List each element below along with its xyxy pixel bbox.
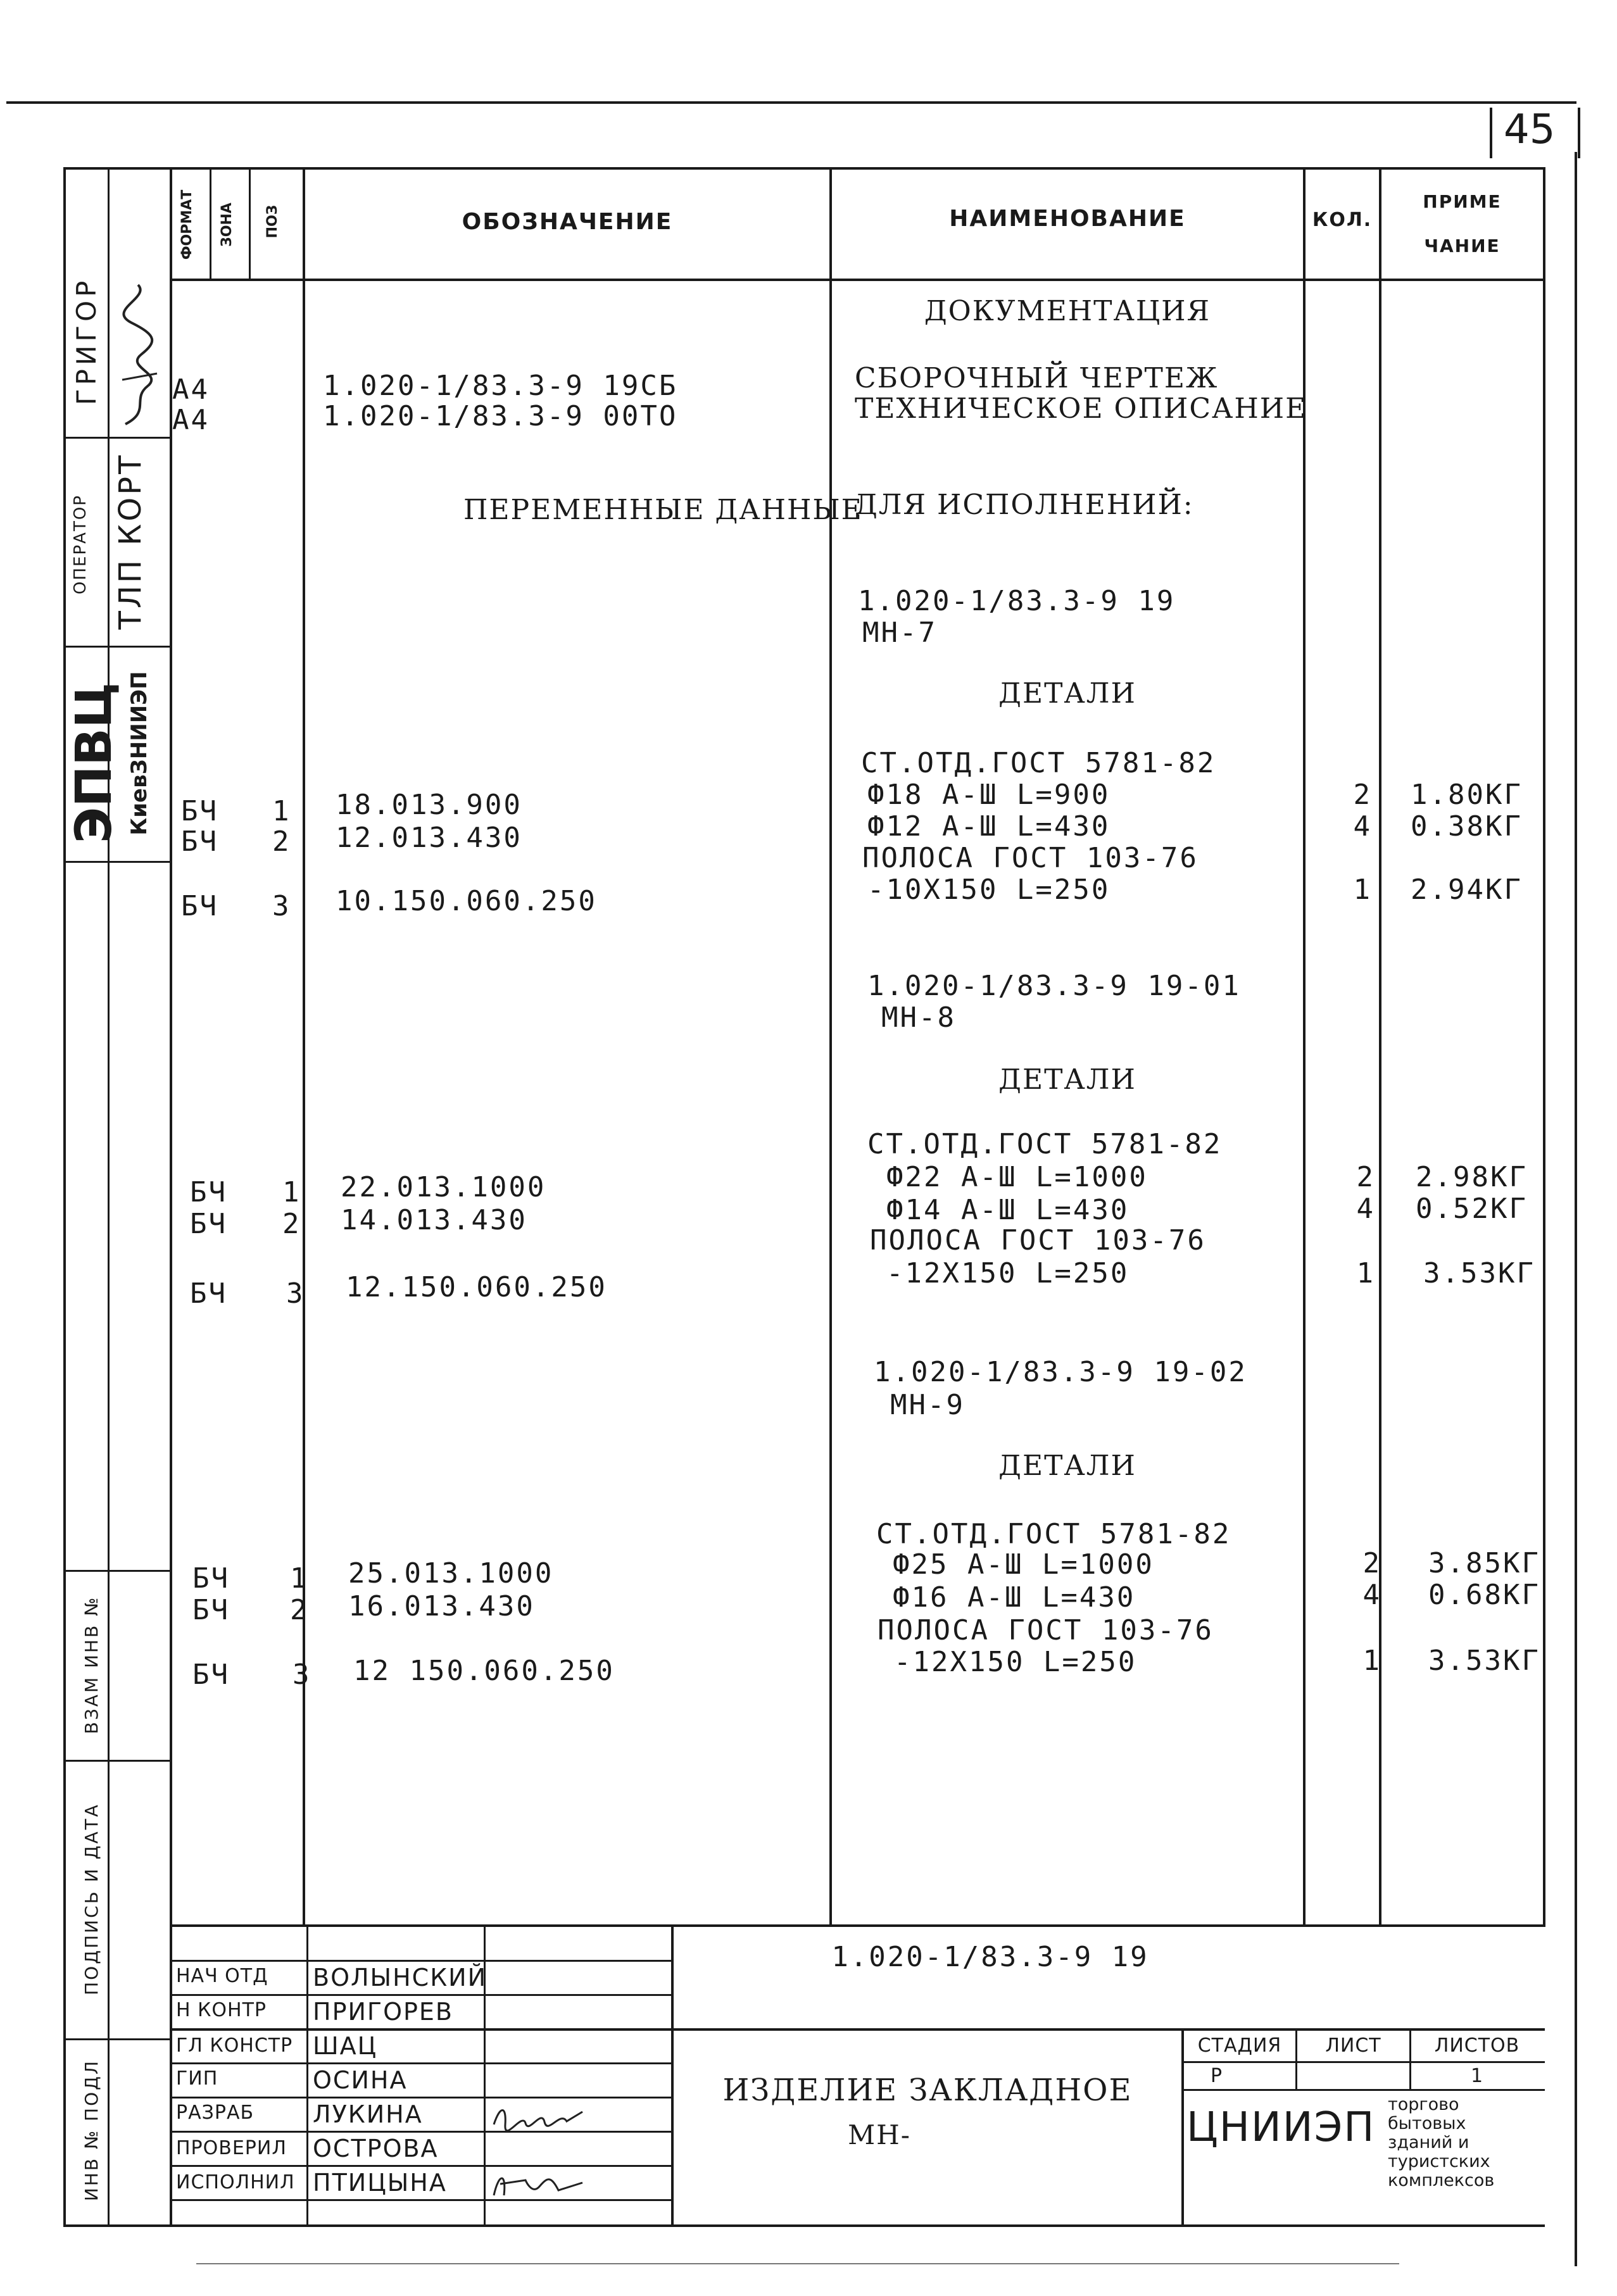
title-doc-code: 1.020-1/83.3-9 19: [831, 1941, 1149, 1973]
header-format: ФОРМАТ: [179, 189, 195, 260]
signer-name: ЛУКИНА: [313, 2100, 423, 2128]
row-format: А4: [172, 373, 210, 406]
variant-label: МН-7: [862, 617, 937, 649]
row-note: 2.98КГ: [1416, 1161, 1528, 1193]
row-qty: 1: [1362, 1645, 1381, 1677]
signer-name: ПРИГОРЕВ: [313, 1998, 453, 2026]
row-qty: 1: [1356, 1257, 1375, 1289]
row-name: ПОЛОСА ГОСТ 103-76: [878, 1614, 1214, 1647]
stamp-org-epvc: ЭПВЦ: [66, 682, 123, 844]
row-qty: 1: [1353, 874, 1372, 906]
variable-data-heading: ПЕРЕМЕННЫЕ ДАННЫЕ: [463, 494, 863, 526]
row-note: 1.80КГ: [1411, 779, 1523, 811]
signer-role: ИСПОЛНИЛ: [176, 2171, 295, 2193]
signature-ispolnil: [488, 2167, 589, 2202]
section-heading-details: ДЕТАЛИ: [998, 677, 1136, 710]
row-name: Ф18 А-Ш L=900: [867, 779, 1111, 811]
row-name: ТЕХНИЧЕСКОЕ ОПИСАНИЕ: [855, 392, 1307, 425]
row-name: -12Х150 L=250: [886, 1257, 1129, 1289]
stamp-name-grigor: ГРИГОР: [71, 277, 102, 405]
signer-role: РАЗРАБ: [176, 2102, 255, 2124]
stamp-signature-mark: [113, 272, 170, 430]
row-pos: 3: [286, 1277, 305, 1310]
signer-name: ОСТРОВА: [313, 2135, 439, 2162]
sheets-value: 1: [1470, 2065, 1484, 2087]
row-pos: 2: [290, 1594, 309, 1626]
sheets-label: ЛИСТОВ: [1434, 2035, 1520, 2057]
header-zone: ЗОНА: [219, 203, 235, 247]
row-note: 3.85КГ: [1428, 1547, 1540, 1579]
variant-label: МН-9: [890, 1389, 965, 1421]
row-format: БЧ: [190, 1208, 227, 1240]
header-note-line2: ЧАНИЕ: [1424, 235, 1501, 256]
row-qty: 4: [1353, 810, 1372, 843]
row-pos: 3: [272, 890, 291, 922]
row-qty: 2: [1356, 1161, 1375, 1193]
product-name-line2: МН-: [848, 2119, 911, 2150]
row-format: БЧ: [192, 1594, 230, 1626]
signer-role: Н КОНТР: [176, 1999, 267, 2021]
row-pos: 2: [272, 825, 291, 858]
row-qty: 2: [1353, 779, 1372, 811]
signer-role: НАЧ ОТД: [176, 1965, 268, 1987]
variant-label: МН-8: [881, 1001, 956, 1034]
row-name: СТ.ОТД.ГОСТ 5781-82: [876, 1518, 1231, 1550]
org-line: бытовых: [1388, 2114, 1466, 2133]
row-format: А4: [172, 404, 210, 436]
row-format: БЧ: [181, 795, 218, 827]
row-note: 0.68КГ: [1428, 1579, 1540, 1611]
row-qty: 4: [1362, 1579, 1381, 1611]
org-line: туристских: [1388, 2152, 1490, 2171]
section-heading-details: ДЕТАЛИ: [998, 1063, 1136, 1096]
org-name: ЦНИИЭП: [1186, 2104, 1376, 2151]
header-qty: КОЛ.: [1312, 209, 1373, 231]
row-name: Ф12 А-Ш L=430: [867, 810, 1111, 843]
signer-role: ГИП: [176, 2067, 218, 2090]
row-designation: 1.020-1/83.3-9 00ТО: [323, 400, 678, 432]
row-format: БЧ: [181, 825, 218, 858]
row-name: Ф16 А-Ш L=430: [893, 1581, 1136, 1614]
signer-name: ПТИЦЫНА: [313, 2169, 447, 2197]
row-designation: 14.013.430: [341, 1204, 527, 1236]
signer-name: ШАЦ: [313, 2032, 378, 2060]
row-pos: 3: [293, 1659, 311, 1691]
page-number: 45: [1504, 106, 1556, 153]
row-name: СТ.ОТД.ГОСТ 5781-82: [861, 747, 1216, 779]
org-line: комплексов: [1388, 2171, 1495, 2190]
row-designation: 12.013.430: [336, 822, 522, 854]
row-format: БЧ: [190, 1176, 227, 1208]
header-note-line1: ПРИМЕ: [1423, 191, 1502, 212]
stamp-signature-date: ПОДПИСЬ И ДАТА: [81, 1803, 102, 1995]
row-designation: 18.013.900: [336, 789, 522, 821]
row-format: БЧ: [190, 1277, 227, 1310]
row-format: БЧ: [192, 1562, 230, 1595]
stage-value: Р: [1211, 2065, 1223, 2087]
variant-code: 1.020-1/83.3-9 19: [858, 585, 1176, 617]
org-line: зданий и: [1388, 2133, 1469, 2152]
row-format: БЧ: [192, 1659, 230, 1691]
row-designation: 1.020-1/83.3-9 19СБ: [323, 370, 678, 402]
header-pos: ПОЗ: [265, 204, 280, 239]
signer-name: ОСИНА: [313, 2066, 408, 2094]
row-name: Ф14 А-Ш L=430: [886, 1194, 1129, 1226]
stamp-inv-podl: ИНВ № ПОДЛ: [81, 2059, 102, 2202]
row-note: 3.53КГ: [1428, 1645, 1540, 1677]
product-name-line1: ИЗДЕЛИЕ ЗАКЛАДНОЕ: [722, 2073, 1133, 2108]
signer-role: ПРОВЕРИЛ: [176, 2137, 287, 2159]
row-note: 0.52КГ: [1416, 1193, 1528, 1225]
row-name: Ф22 А-Ш L=1000: [886, 1161, 1148, 1193]
row-qty: 4: [1356, 1193, 1375, 1225]
stage-label: СТАДИЯ: [1197, 2035, 1282, 2057]
row-name: СТ.ОТД.ГОСТ 5781-82: [867, 1128, 1223, 1160]
row-name: ПОЛОСА ГОСТ 103-76: [870, 1224, 1206, 1257]
row-note: 2.94КГ: [1411, 874, 1523, 906]
row-name: -10Х150 L=250: [867, 874, 1111, 906]
row-note: 3.53КГ: [1423, 1257, 1535, 1289]
row-designation: 12 150.060.250: [353, 1655, 615, 1687]
org-line: торгово: [1388, 2095, 1459, 2114]
header-designation: ОБОЗНАЧЕНИЕ: [462, 209, 673, 235]
stamp-vzam-inv: ВЗАМ ИНВ №: [81, 1595, 102, 1735]
section-heading-details: ДЕТАЛИ: [998, 1450, 1136, 1482]
row-designation: 16.013.430: [348, 1590, 535, 1622]
row-pos: 2: [282, 1208, 301, 1240]
variant-code: 1.020-1/83.3-9 19-02: [874, 1356, 1247, 1388]
stamp-org-kiev: КиевЗНИИЭП: [127, 671, 152, 836]
row-designation: 10.150.060.250: [336, 885, 597, 917]
row-pos: 1: [272, 795, 291, 827]
row-name: -12Х150 L=250: [894, 1646, 1137, 1678]
row-name: ПОЛОСА ГОСТ 103-76: [862, 842, 1199, 874]
executions-heading: ДЛЯ ИСПОЛНЕНИЙ:: [855, 489, 1194, 521]
variant-code: 1.020-1/83.3-9 19-01: [867, 970, 1241, 1002]
row-designation: 22.013.1000: [341, 1171, 546, 1203]
stamp-operator-label: ОПЕРАТОР: [71, 494, 90, 594]
row-qty: 2: [1362, 1547, 1381, 1579]
row-format: БЧ: [181, 890, 218, 922]
row-designation: 12.150.060.250: [346, 1271, 607, 1303]
row-note: 0.38КГ: [1411, 810, 1523, 843]
row-pos: 1: [282, 1176, 301, 1208]
sheet-label: ЛИСТ: [1325, 2035, 1381, 2057]
row-designation: 25.013.1000: [348, 1557, 554, 1590]
signer-role: ГЛ КОНСТР: [176, 2035, 293, 2057]
section-heading-documentation: ДОКУМЕНТАЦИЯ: [924, 295, 1211, 327]
row-name: Ф25 А-Ш L=1000: [893, 1548, 1154, 1581]
signer-name: ВОЛЫНСКИЙ: [313, 1964, 488, 1992]
row-pos: 1: [290, 1562, 309, 1595]
stamp-operator-name: ТЛП КОРТ: [113, 453, 148, 630]
row-name: СБОРОЧНЫЙ ЧЕРТЕЖ: [855, 362, 1219, 394]
signature-razrab: [488, 2099, 589, 2133]
header-name: НАИМЕНОВАНИЕ: [949, 206, 1186, 232]
